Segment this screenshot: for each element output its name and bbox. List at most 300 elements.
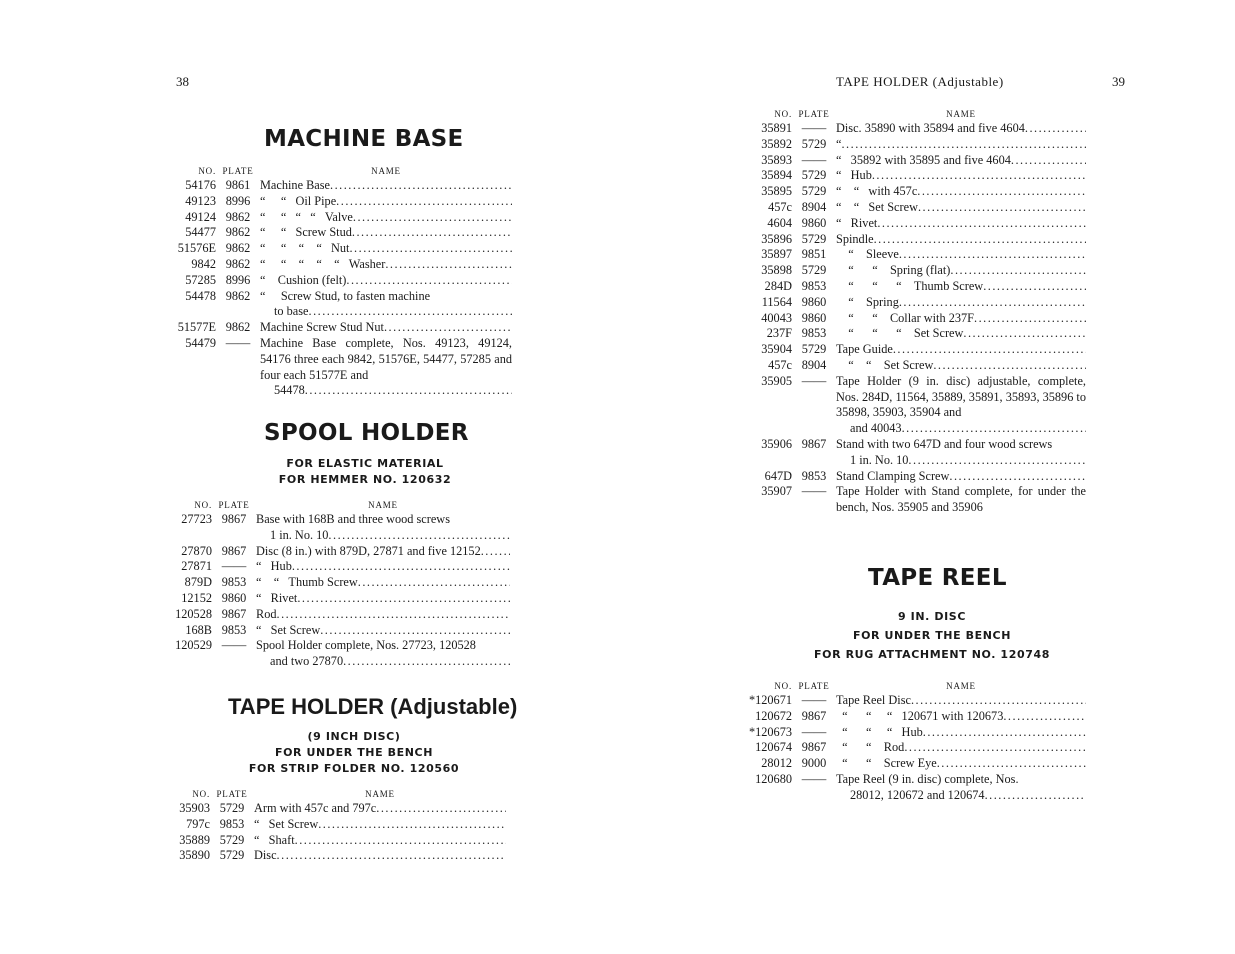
part-name-text: “ “ “ Set Screw	[836, 326, 964, 341]
tape-holder-section	[228, 694, 517, 720]
col-no: NO.	[774, 681, 792, 691]
plate-number: ——	[221, 559, 247, 574]
table-row	[746, 232, 1086, 248]
part-name	[836, 216, 1086, 232]
dot-leader	[923, 725, 1086, 741]
part-name	[836, 121, 1086, 137]
part-name-text: Base with 168B and three wood screws	[256, 512, 450, 526]
part-number: 647D	[764, 468, 792, 483]
plate-number: ——	[801, 724, 827, 739]
part-number: 120674	[755, 740, 792, 755]
dot-leader	[874, 232, 1086, 248]
part-name-text: “ Rivet	[836, 215, 878, 230]
part-name-text: “ “ Set Screw	[836, 199, 918, 214]
plate-number: ——	[801, 373, 827, 388]
part-number: 40043	[761, 310, 792, 325]
dot-leader	[949, 469, 1086, 485]
part-number: 27723	[181, 512, 212, 526]
tape-reel-subtitle-3: FOR RUG ATTACHMENT NO. 120748	[814, 648, 1050, 661]
table-row	[166, 544, 510, 560]
table-body	[746, 693, 1086, 804]
part-number: 120529	[175, 638, 212, 653]
table-row	[746, 121, 1086, 137]
col-plate: PLATE	[798, 681, 830, 691]
table-row	[166, 591, 510, 607]
dot-leader	[899, 295, 1086, 311]
dot-leader	[1025, 121, 1086, 137]
col-name: NAME	[368, 500, 398, 510]
part-number: 35897	[761, 247, 792, 262]
part-name-text: “ Hub	[256, 559, 292, 574]
part-number: 49123	[185, 193, 216, 208]
part-number: 35906	[761, 436, 792, 451]
part-name	[256, 638, 510, 670]
table-body	[170, 178, 512, 399]
part-number: 12152	[181, 590, 212, 605]
plate-number: 9861	[225, 178, 251, 192]
part-name-text: “	[836, 136, 842, 151]
part-name	[256, 623, 510, 639]
table-row	[746, 772, 1086, 804]
part-name-text: Arm with 457c and 797c	[254, 801, 377, 815]
machine-base-table	[170, 165, 512, 399]
dot-leader	[918, 200, 1086, 216]
part-name	[254, 833, 506, 849]
tape-reel-section	[868, 565, 1007, 591]
table-row	[170, 194, 512, 210]
part-name	[836, 247, 1086, 263]
dot-leader	[893, 342, 1086, 358]
part-name	[260, 225, 512, 241]
plate-number: ——	[801, 484, 827, 499]
dot-leader	[877, 216, 1086, 232]
dot-leader	[346, 273, 512, 289]
table-row	[170, 273, 512, 289]
plate-number: 9860	[801, 294, 827, 309]
part-name-text: “ “ with 457c	[836, 184, 918, 199]
part-name	[256, 512, 510, 544]
dot-leader	[305, 383, 512, 399]
plate-number: 9851	[801, 247, 827, 262]
tape-reel-table	[746, 680, 1086, 804]
part-name-text: Spool Holder complete, Nos. 27723, 120528	[256, 638, 476, 653]
dot-leader	[902, 421, 1086, 437]
table-row	[746, 153, 1086, 169]
part-name	[836, 709, 1086, 725]
dot-leader	[481, 544, 510, 560]
table-row	[166, 623, 510, 639]
plate-number: 9862	[225, 209, 251, 224]
table-row	[746, 184, 1086, 200]
tape-holder-subtitle-2: FOR UNDER THE BENCH	[274, 746, 434, 759]
tape-holder-subtitle-3: FOR STRIP FOLDER NO. 120560	[248, 762, 460, 775]
dot-leader	[353, 210, 512, 226]
dot-leader	[385, 257, 512, 273]
part-number: 28012	[761, 756, 792, 771]
plate-number: 5729	[801, 184, 827, 199]
dot-leader	[330, 178, 512, 194]
col-plate: PLATE	[216, 789, 248, 799]
table-row	[746, 740, 1086, 756]
plate-number: 9853	[219, 816, 245, 831]
part-name	[836, 756, 1086, 772]
tape-holder-table-right	[746, 108, 1086, 516]
part-number: 879D	[184, 575, 212, 590]
part-name-continued: 1 in. No. 10	[270, 527, 329, 542]
plate-number: 5729	[801, 342, 827, 357]
dot-leader	[963, 326, 1086, 342]
part-name	[836, 295, 1086, 311]
part-name-text: Tape Reel Disc	[836, 693, 911, 707]
table-row	[746, 756, 1086, 772]
dot-leader	[328, 528, 510, 544]
table-row	[746, 437, 1086, 469]
part-name-text: “ “ “ “ Valve	[260, 209, 353, 224]
page-number-left: 38	[176, 74, 189, 89]
part-name	[836, 184, 1086, 200]
dot-leader	[937, 756, 1086, 772]
part-name	[260, 336, 512, 399]
plate-number: 5729	[219, 848, 245, 863]
part-name-text: Disc (8 in.) with 879D, 27871 and five 12152	[256, 543, 481, 558]
dot-leader	[904, 740, 1086, 756]
part-name	[836, 326, 1086, 342]
part-number: 168B	[185, 622, 212, 637]
dot-leader	[933, 358, 1086, 374]
part-name-text: “ Cushion (felt)	[260, 272, 347, 287]
plate-number: 9860	[801, 310, 827, 325]
part-name	[260, 320, 512, 336]
dot-leader	[309, 304, 513, 320]
part-number: 51576E	[177, 241, 216, 256]
part-name-continued: 1 in. No. 10	[850, 452, 909, 467]
part-name	[254, 848, 506, 864]
dot-leader	[277, 607, 511, 623]
dot-leader	[320, 623, 510, 639]
table-row	[746, 295, 1086, 311]
plate-number: 9867	[221, 543, 247, 558]
table-row	[166, 638, 510, 670]
part-number: 35905	[761, 373, 792, 388]
table-row	[746, 279, 1086, 295]
part-name-text: “ Set Screw	[254, 816, 319, 831]
part-name-text: Stand Clamping Screw	[836, 468, 950, 483]
part-name	[836, 232, 1086, 248]
dot-leader	[985, 788, 1086, 804]
dot-leader	[292, 559, 510, 575]
part-name-text: Disc	[254, 848, 277, 863]
plate-number: 5729	[801, 136, 827, 151]
plate-number: ——	[801, 771, 827, 786]
spool-holder-section	[264, 420, 469, 446]
dot-leader	[841, 137, 1086, 153]
table-row	[170, 241, 512, 257]
machine-base-section	[264, 126, 464, 152]
plate-number: 9000	[801, 756, 827, 771]
part-number: 27870	[181, 543, 212, 558]
part-number: 35893	[761, 152, 792, 167]
part-name-continued: 54478	[274, 383, 305, 398]
spool-holder-subtitle-2: FOR HEMMER NO. 120632	[278, 473, 452, 486]
running-head: TAPE HOLDER (Adjustable)	[836, 74, 1004, 89]
part-name	[254, 817, 506, 833]
table-row	[746, 168, 1086, 184]
plate-number: 5729	[219, 801, 245, 815]
part-name-continued: to base	[274, 304, 309, 319]
part-name-text: “ “ Screw Stud	[260, 225, 352, 240]
part-number: 51577E	[177, 320, 216, 335]
dot-leader	[349, 241, 512, 257]
dot-leader	[343, 654, 510, 670]
part-name-text: “ “ “ Hub	[836, 724, 923, 739]
plate-number: ——	[801, 693, 827, 707]
part-name-text: “ “ “ 120671 with 120673	[836, 708, 1004, 723]
dot-leader	[899, 247, 1086, 263]
table-row	[170, 178, 512, 194]
table-row	[746, 725, 1086, 741]
table-body	[746, 121, 1086, 516]
table-row	[164, 817, 506, 833]
part-name-text: Tape Holder (9 in. disc) adjustable, complete, Nos. 284D, 11564, 35889, 35891, 35893, 35896 to 35898, 35903, 35904 and	[836, 373, 1086, 420]
part-name	[836, 693, 1086, 709]
dot-leader	[376, 801, 506, 817]
part-name-text: “ “ “ Thumb Screw	[836, 278, 984, 293]
part-name	[836, 740, 1086, 756]
part-number: *120671	[748, 693, 792, 707]
part-name	[836, 168, 1086, 184]
plate-number: 9867	[801, 740, 827, 755]
part-number: 35894	[761, 168, 792, 183]
table-row	[170, 257, 512, 273]
part-name-continued: 28012, 120672 and 120674	[850, 787, 985, 802]
part-name	[260, 273, 512, 289]
part-number: 35903	[179, 801, 210, 815]
part-name	[256, 575, 510, 591]
part-name	[260, 194, 512, 210]
dot-leader	[358, 575, 510, 591]
col-plate: PLATE	[218, 500, 250, 510]
table-row	[746, 263, 1086, 279]
table-body	[166, 512, 510, 670]
part-name	[256, 544, 510, 560]
part-number: 35890	[179, 848, 210, 863]
tape-holder-title: TAPE HOLDER (Adjustable)	[228, 694, 518, 719]
dot-leader	[983, 279, 1086, 295]
part-number: 457c	[768, 199, 792, 214]
part-number: 35904	[761, 342, 792, 357]
part-name	[836, 342, 1086, 358]
table-body	[164, 801, 506, 864]
part-name	[254, 801, 506, 817]
part-name-text: “ “ Spring (flat)	[836, 263, 951, 278]
part-name-text: “ Rivet	[256, 590, 298, 605]
plate-number: 9853	[221, 575, 247, 590]
part-name-text: “ “ Screw Eye	[836, 756, 937, 771]
dot-leader	[352, 225, 512, 241]
table-row	[170, 289, 512, 321]
part-number: 35898	[761, 263, 792, 278]
part-number: 27871	[181, 559, 212, 574]
plate-number: 9862	[225, 241, 251, 256]
dot-leader	[297, 591, 510, 607]
part-name-text: “ Spring	[836, 294, 899, 309]
table-row	[746, 326, 1086, 342]
part-name	[836, 725, 1086, 741]
plate-number: 5729	[801, 263, 827, 278]
tape-reel-subtitle-2: FOR UNDER THE BENCH	[852, 629, 1012, 642]
part-number: 54477	[185, 225, 216, 240]
dot-leader	[318, 817, 506, 833]
part-number: 120672	[755, 708, 792, 723]
part-name	[836, 311, 1086, 327]
plate-number: 9867	[801, 436, 827, 451]
plate-number: 9862	[225, 288, 251, 303]
dot-leader	[950, 263, 1086, 279]
part-number: 54478	[185, 288, 216, 303]
part-number: 35907	[761, 484, 792, 499]
part-name-continued: and two 27870	[270, 654, 344, 669]
spool-holder-title: SPOOL HOLDER	[264, 420, 469, 446]
plate-number: 8996	[225, 272, 251, 287]
tape-holder-subtitle-1: (9 INCH DISC)	[307, 730, 401, 743]
part-name	[260, 210, 512, 226]
plate-number: 9867	[221, 512, 247, 526]
plate-number: 9867	[221, 606, 247, 621]
dot-leader	[336, 194, 512, 210]
plate-number: 9853	[801, 468, 827, 483]
part-number: 54479	[185, 335, 216, 350]
part-name-text: Tape Reel (9 in. disc) complete, Nos.	[836, 771, 1019, 786]
part-name-text: “ “ “ “ “ Washer	[260, 256, 386, 271]
table-row	[164, 848, 506, 864]
plate-number: 9867	[801, 708, 827, 723]
part-name-text: Machine Base complete, Nos. 49123, 49124, 54176 three each 9842, 51576E, 54477, 57285 and four each 51577E and	[260, 335, 512, 382]
part-number: 237F	[766, 326, 792, 341]
part-name	[256, 591, 510, 607]
part-name-text: “ “ Set Screw	[836, 357, 934, 372]
part-number: 457c	[768, 357, 792, 372]
col-plate: PLATE	[222, 166, 254, 176]
tape-holder-table-left	[164, 788, 506, 864]
dot-leader	[384, 320, 512, 336]
plate-number: ——	[221, 638, 247, 653]
part-name	[256, 607, 510, 623]
plate-number: 5729	[801, 231, 827, 246]
table-row	[166, 559, 510, 575]
part-name	[836, 772, 1086, 804]
part-name-text: “ “ Oil Pipe	[260, 193, 337, 208]
plate-number: 5729	[219, 832, 245, 847]
table-row	[166, 512, 510, 544]
part-name-text: “ 35892 with 35895 and five 4604	[836, 152, 1011, 167]
part-name	[260, 257, 512, 273]
part-name-text: Machine Screw Stud Nut	[260, 320, 384, 335]
dot-leader	[911, 693, 1086, 709]
part-number: 120680	[755, 771, 792, 786]
part-number: 4604	[767, 215, 792, 230]
plate-number: 8996	[225, 193, 251, 208]
dot-leader	[974, 311, 1086, 327]
part-name	[836, 153, 1086, 169]
table-row	[746, 709, 1086, 725]
part-name-text: “ “ Thumb Screw	[256, 575, 358, 590]
plate-number: 9853	[801, 326, 827, 341]
dot-leader	[908, 453, 1086, 469]
page-number-right: 39	[1112, 74, 1125, 89]
part-name	[836, 437, 1086, 469]
table-row	[746, 469, 1086, 485]
dot-leader	[872, 168, 1086, 184]
part-number: 35895	[761, 184, 792, 199]
part-name-text: “ Sleeve	[836, 247, 899, 262]
table-row	[746, 216, 1086, 232]
dot-leader	[277, 848, 506, 864]
col-name: NAME	[946, 109, 976, 119]
table-row	[164, 801, 506, 817]
table-row	[746, 342, 1086, 358]
part-number: 35896	[761, 231, 792, 246]
table-row	[170, 336, 512, 399]
part-name-text: “ Set Screw	[256, 622, 321, 637]
col-name: NAME	[365, 789, 395, 799]
col-name: NAME	[946, 681, 976, 691]
part-name	[836, 484, 1086, 516]
table-row	[746, 247, 1086, 263]
plate-number: 9860	[801, 215, 827, 230]
col-no: NO.	[198, 166, 216, 176]
part-name	[836, 279, 1086, 295]
part-name-text: Disc. 35890 with 35894 and five 4604	[836, 121, 1025, 135]
table-row	[746, 311, 1086, 327]
part-name	[836, 200, 1086, 216]
plate-number: 9862	[225, 320, 251, 335]
part-name	[260, 289, 512, 321]
plate-number: 9860	[221, 590, 247, 605]
table-row	[746, 358, 1086, 374]
plate-number: ——	[801, 152, 827, 167]
plate-number: 8904	[801, 357, 827, 372]
table-row	[166, 607, 510, 623]
table-row	[170, 225, 512, 241]
table-row	[746, 137, 1086, 153]
part-name	[260, 178, 512, 194]
part-name-text: Machine Base	[260, 178, 330, 192]
part-name	[256, 559, 510, 575]
machine-base-title: MACHINE BASE	[264, 126, 464, 152]
part-name-text: Tape Guide	[836, 342, 893, 357]
part-name	[836, 137, 1086, 153]
part-name	[836, 263, 1086, 279]
col-plate: PLATE	[798, 109, 830, 119]
table-row	[170, 320, 512, 336]
part-number: 797c	[186, 816, 210, 831]
plate-number: 5729	[801, 168, 827, 183]
part-name-text: Spindle	[836, 231, 874, 246]
part-number: 49124	[185, 209, 216, 224]
plate-number: 9862	[225, 225, 251, 240]
part-name-text: Rod	[256, 606, 277, 621]
dot-leader	[1011, 153, 1086, 169]
part-name-text: “ Screw Stud, to fasten machine	[260, 288, 431, 303]
part-name-text: “ “ Rod	[836, 740, 905, 755]
col-no: NO.	[192, 789, 210, 799]
plate-number: 9853	[221, 622, 247, 637]
table-row	[746, 374, 1086, 437]
part-name-text: “ “ “ “ Nut	[260, 241, 350, 256]
dot-leader	[295, 833, 506, 849]
part-number: 35891	[761, 121, 792, 135]
table-row	[746, 200, 1086, 216]
